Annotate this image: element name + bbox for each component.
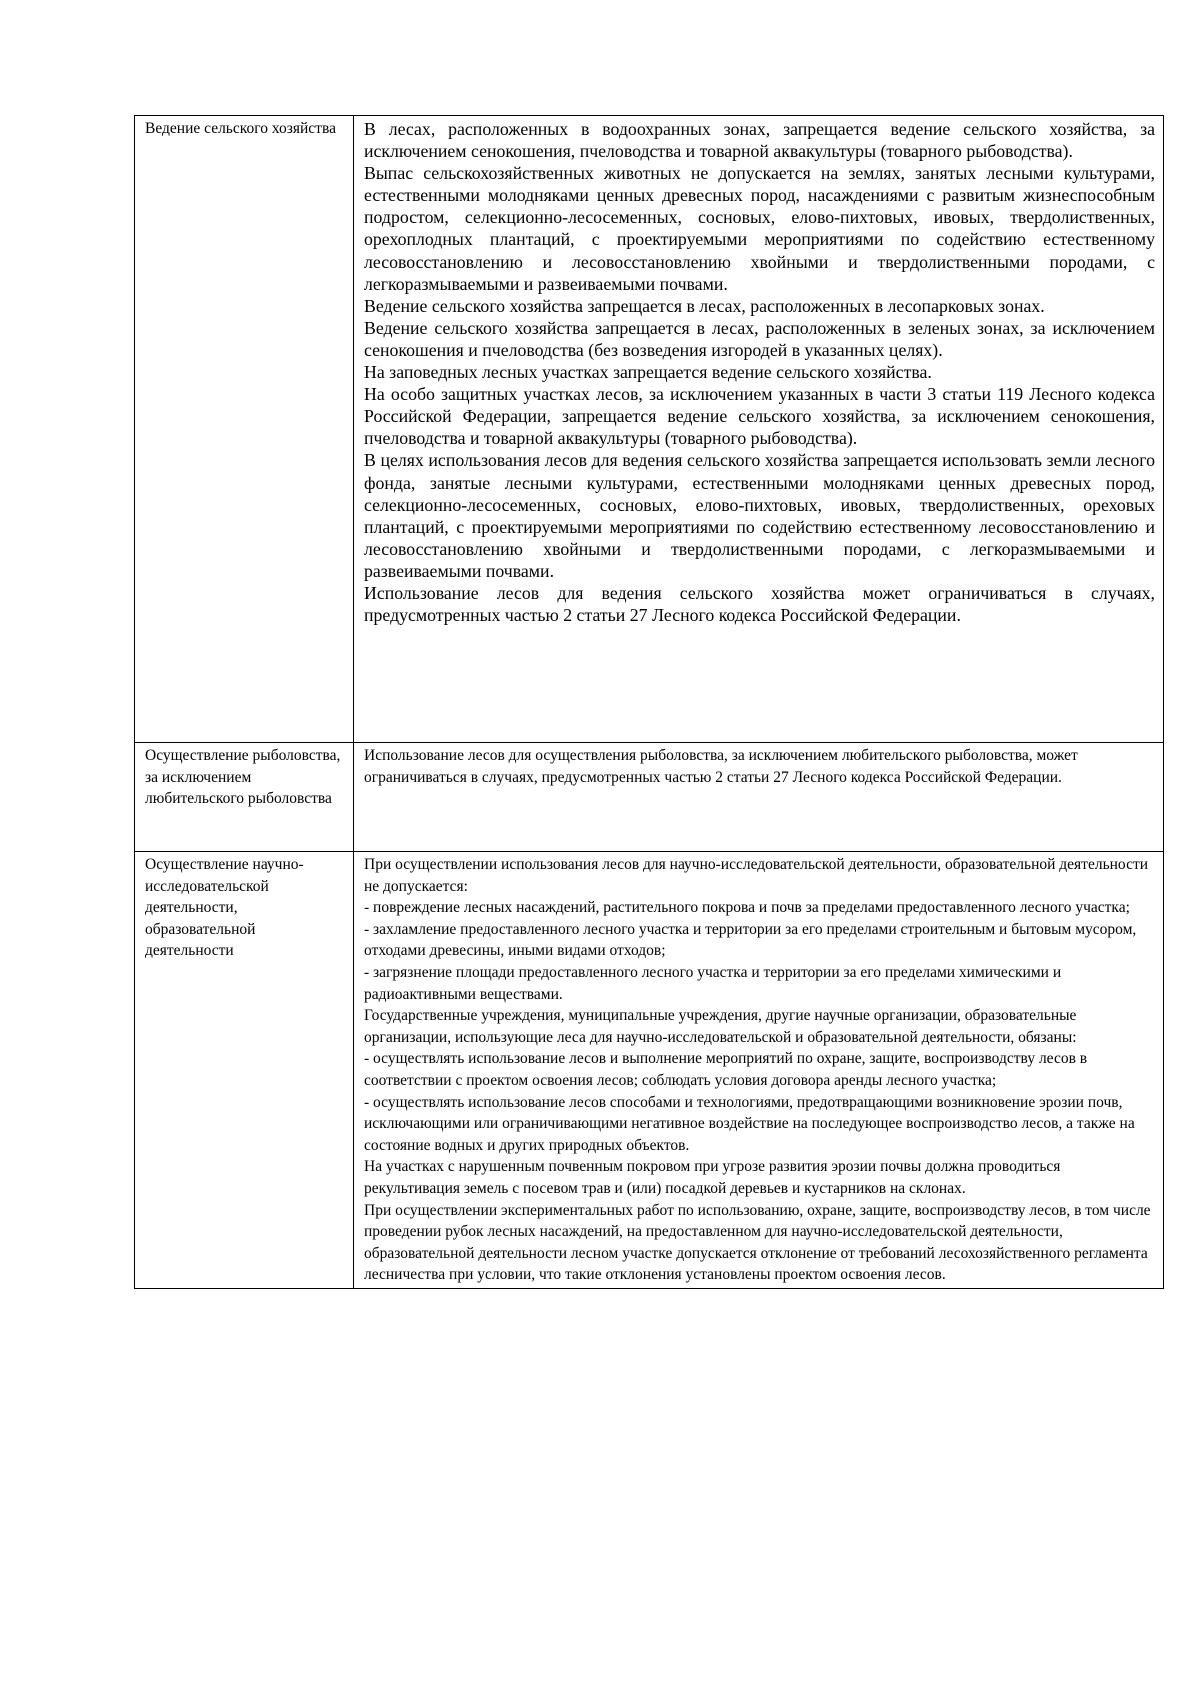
- restrictions-cell: [354, 116, 1164, 743]
- table-row: [135, 743, 1164, 852]
- restrictions-cell: [354, 743, 1164, 852]
- activity-name-cell: [135, 116, 354, 743]
- restriction-paragraph: При осуществлении экспериментальных работ по использованию, охране, защите, воспроизводству лесов, в том числе проведении рубок лесных насаждений, на предоставленном для научно-исследовательской деятельности, образовательной деятельности лесном участке допускается отклонение от требований лесохозяйственного регламента лесничества при условии, что такие отклонения установлены проектом освоения лесов.: [364, 1201, 1151, 1284]
- restriction-paragraph: Использование лесов для ведения сельского хозяйства может ограничиваться в случаях, предусмотренных частью 2 статьи 27 Лесного кодекса Российской Федерации.: [364, 582, 1155, 626]
- restriction-paragraph: Использование лесов для осуществления рыболовства, за исключением любительского рыболовства, может ограничиваться в случаях, предусмотренных частью 2 статьи 27 Лесного кодекса Российской Федерации.: [364, 747, 1078, 786]
- activity-name: Ведение сельского хозяйства: [145, 120, 336, 137]
- restriction-paragraph: - осуществлять использование лесов и выполнение мероприятий по охране, защите, воспроизводству лесов в соответствии с проектом освоения лесов; соблюдать условия договора аренды лесного участка;: [364, 1050, 1088, 1089]
- table-row: [135, 852, 1164, 1289]
- restriction-paragraph: - загрязнение площади предоставленного лесного участка и территории за его пределами химическими и радиоактивными веществами.: [364, 963, 1062, 1003]
- restriction-paragraph: Выпас сельскохозяйственных животных не допускается на землях, занятых лесными культурами, естественными молодняками ценных древесных пород, насаждениями с развитым жизнеспособным подростом, селекционно-лесосеменных, сосновых, елово-пихтовых, ивовых, твердолиственных, орехоплодных плантаций, с проектируемыми мероприятиями по содействию естественному лесовосстановлению и лесовосстановлению хвойными и твердолиственными породами, с легкоразмываемыми и развеиваемыми почвами.: [364, 163, 1155, 294]
- activity-name: Осуществление научно-исследовательской деятельности, образовательной деятельности: [145, 856, 304, 960]
- restriction-paragraph: В лесах, расположенных в водоохранных зонах, запрещается ведение сельского хозяйства, за исключением сенокошения, пчеловодства и товарной аквакультуры (товарного рыбоводства).: [364, 119, 1155, 162]
- restriction-paragraph: - осуществлять использование лесов способами и технологиями, предотвращающими возникновение эрозии почв, исключающими или ограничивающими негативное воздействие на последующее воспроизводство лесов, а также на состояние водных и других природных объектов.: [364, 1093, 1135, 1154]
- restriction-paragraph: В целях использования лесов для ведения сельского хозяйства запрещается использовать земли лесного фонда, занятые лесными культурами, естественными молодняками ценных древесных пород, селекционно-лесосеменных, сосновых, елово-пихтовых, ивовых, твердолиственных, ореховых плантаций, с проектируемыми мероприятиями по содействию естественному лесовосстановлению и лесовосстановлению хвойными и твердолиственными породами, с легкоразмываемыми и развеиваемыми почвами.: [364, 450, 1155, 581]
- restriction-paragraph: На особо защитных участках лесов, за исключением указанных в части 3 статьи 119 Лесного кодекса Российской Федерации, запрещается ведение сельского хозяйства, за исключением сенокошения, пчеловодства и товарной аквакультуры (товарного рыбоводства).: [364, 384, 1155, 449]
- activity-name-cell: [135, 743, 354, 852]
- restriction-paragraph: Государственные учреждения, муниципальные учреждения, другие научные организации, образовательные организации, использующие леса для научно-исследовательской и образовательной деятельности, обязаны:: [364, 1007, 1077, 1046]
- activity-name: Осуществление рыболовства, за исключением любительского рыболовства: [145, 747, 341, 808]
- restriction-paragraph: - повреждение лесных насаждений, растительного покрова и почв за пределами предоставленного лесного участка;: [364, 899, 1130, 917]
- table-row: [135, 116, 1164, 743]
- activity-name-cell: [135, 852, 354, 1289]
- restriction-paragraph: На заповедных лесных участках запрещается ведение сельского хозяйства.: [364, 362, 932, 383]
- restriction-paragraph: Ведение сельского хозяйства запрещается в лесах, расположенных в зеленых зонах, за исключением сенокошения и пчеловодства (без возведения изгородей в указанных целях).: [364, 317, 1155, 360]
- regulation-table: [134, 115, 1164, 1289]
- restriction-paragraph: Ведение сельского хозяйства запрещается в лесах, расположенных в лесопарковых зонах.: [364, 295, 1045, 316]
- restriction-paragraph: На участках с нарушенным почвенным покровом при угрозе развития эрозии почвы должна проводиться рекультивация земель с посевом трав и (или) посадкой деревьев и кустарников на склонах.: [364, 1158, 1061, 1197]
- restriction-paragraph: - захламление предоставленного лесного участка и территории за его пределами строительным и бытовым мусором, отходами древесины, иными видами отходов;: [364, 920, 1137, 960]
- restrictions-cell: [354, 852, 1164, 1289]
- restriction-paragraph: При осуществлении использования лесов для научно-исследовательской деятельности, образовательной деятельности не допускается:: [364, 856, 1149, 895]
